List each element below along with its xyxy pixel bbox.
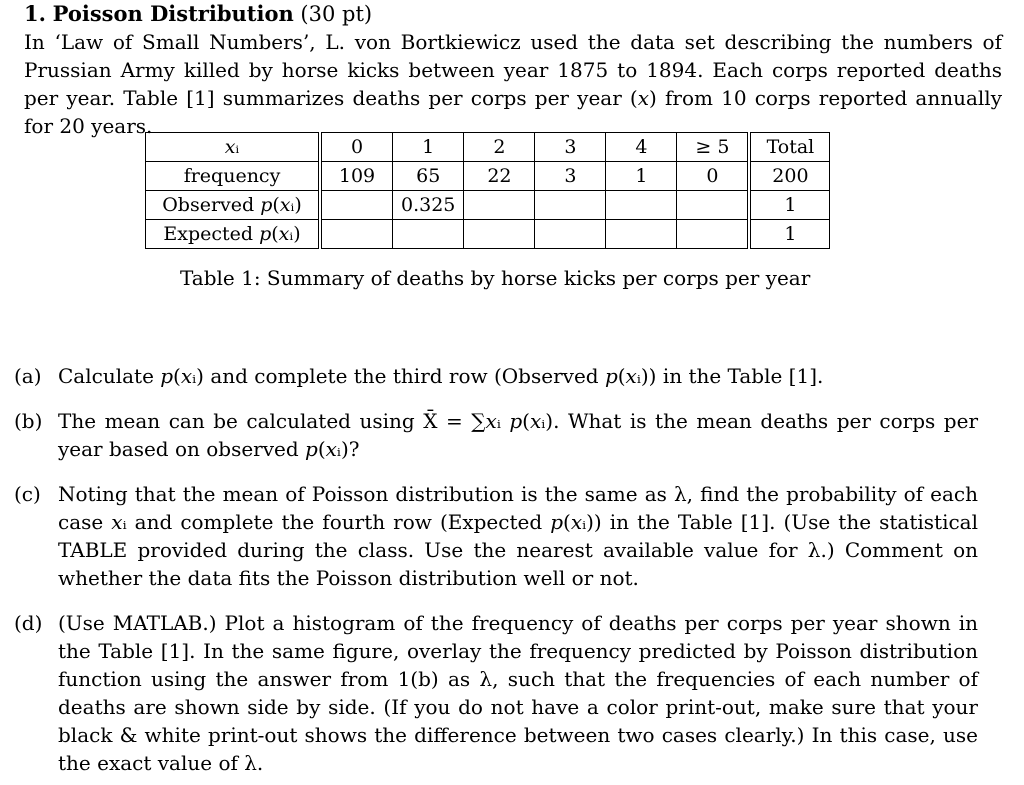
header-label-cell: 𝑥ᵢ <box>146 133 321 162</box>
table-cell <box>535 191 606 220</box>
header-cell: 3 <box>535 133 606 162</box>
table-cell <box>393 220 464 249</box>
header-cell: ≥ 5 <box>677 133 750 162</box>
table-cell <box>464 191 535 220</box>
table-cell: 3 <box>535 162 606 191</box>
problem-number: 1. <box>24 1 46 26</box>
table-cell: 109 <box>320 162 393 191</box>
header-cell: 4 <box>606 133 677 162</box>
table-cell: 0.325 <box>393 191 464 220</box>
part-text: Noting that the mean of Poisson distribution is the same as λ, find the probability of each case 𝑥ᵢ and complete the fourth row (Expected 𝑝(𝑥ᵢ)) in the Table [1]. (Use the statistical TABLE provided during the class. Use the nearest available value for λ.) Comment on whether the data fits the Poisson distribution well or not. <box>58 482 978 590</box>
problem-page <box>24 0 1006 140</box>
part-label: (c) <box>14 482 41 506</box>
table-cell: 0 <box>677 162 750 191</box>
part-label: (b) <box>14 409 43 433</box>
question-part-a <box>14 362 978 390</box>
table-cell: 1 <box>606 162 677 191</box>
header-cell: 2 <box>464 133 535 162</box>
header-total-cell: Total <box>749 133 830 162</box>
problem-title: Poisson Distribution <box>52 1 294 26</box>
table-cell <box>535 220 606 249</box>
table-cell <box>677 220 750 249</box>
total-cell: 200 <box>749 162 830 191</box>
table-cell: 65 <box>393 162 464 191</box>
problem-heading <box>24 0 1006 28</box>
table-header-row <box>146 133 830 162</box>
problem-intro: In ‘Law of Small Numbers’, L. von Bortkiewicz used the data set describing the numbers of Prussian Army killed by horse kicks between year 1875 to 1894. Each corps reported deaths per year. Table [1] summarizes deaths per corps per year (𝑥) from 10 corps reported annually for 20 years. <box>24 30 1002 138</box>
part-text: (Use MATLAB.) Plot a histogram of the frequency of deaths per corps per year shown in the Table [1]. In the same figure, overlay the frequency predicted by Poisson distribution function using the answer from 1(b) as λ, such that the frequencies of each number of deaths are shown side by side. (If you do not have a color print-out, make sure that your black & white print-out shows the difference between two cases clearly.) In this case, use the exact value of λ. <box>58 611 978 775</box>
table-cell <box>320 220 393 249</box>
part-label: (a) <box>14 364 42 388</box>
table-cell <box>320 191 393 220</box>
table-caption: Table 1: Summary of deaths by horse kicks per corps per year <box>180 266 811 290</box>
question-part-b <box>14 407 978 463</box>
problem-points: (30 pt) <box>300 2 373 26</box>
table-row <box>146 162 830 191</box>
table-row <box>146 191 830 220</box>
table-cell <box>677 191 750 220</box>
table-cell <box>606 191 677 220</box>
table-cell: 22 <box>464 162 535 191</box>
table-cell <box>464 220 535 249</box>
row-label: Observed 𝑝(𝑥ᵢ) <box>146 191 321 220</box>
part-text: The mean can be calculated using X̄ = ∑𝑥ᵢ 𝑝(𝑥ᵢ). What is the mean deaths per corps per year based on observed 𝑝(𝑥ᵢ)? <box>58 409 978 461</box>
total-cell: 1 <box>749 191 830 220</box>
row-label: frequency <box>146 162 321 191</box>
question-part-c <box>14 480 978 592</box>
table-row <box>146 220 830 249</box>
question-parts <box>14 362 978 777</box>
question-part-d <box>14 609 978 777</box>
total-cell: 1 <box>749 220 830 249</box>
header-cell: 1 <box>393 133 464 162</box>
header-cell: 0 <box>320 133 393 162</box>
summary-table <box>145 132 830 249</box>
part-label: (d) <box>14 611 43 635</box>
part-text: Calculate 𝑝(𝑥ᵢ) and complete the third row (Observed 𝑝(𝑥ᵢ)) in the Table [1]. <box>58 364 824 388</box>
table-cell <box>606 220 677 249</box>
row-label: Expected 𝑝(𝑥ᵢ) <box>146 220 321 249</box>
